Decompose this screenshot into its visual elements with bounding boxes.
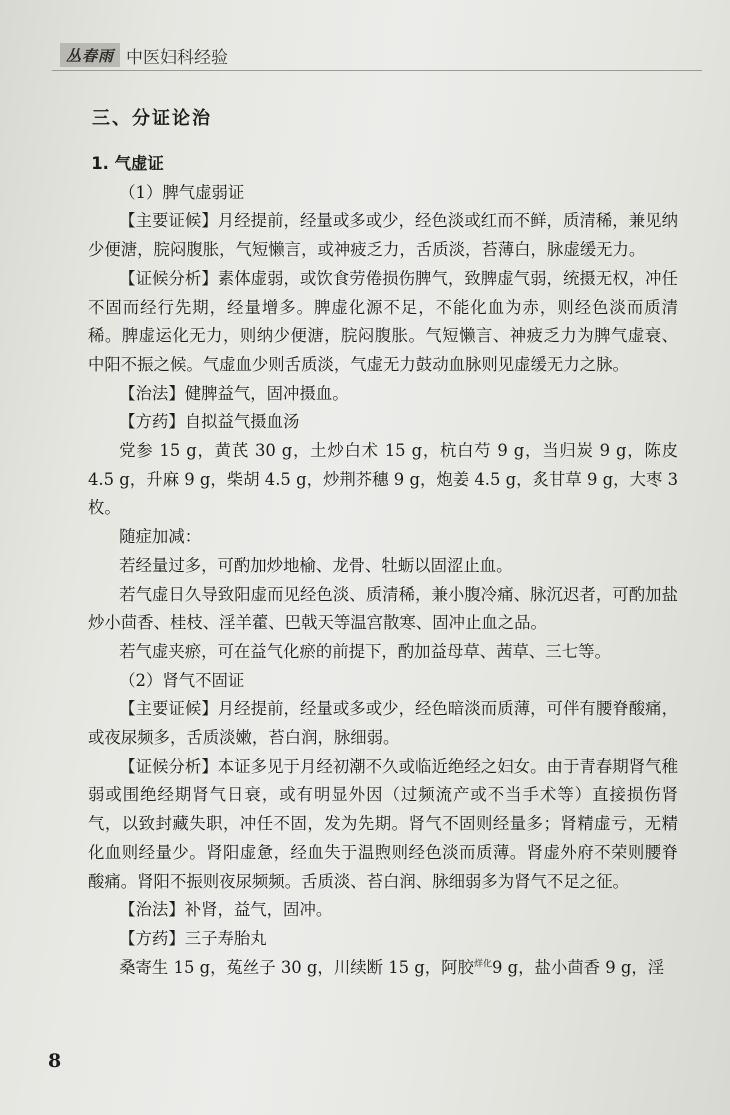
text-treatment: 补肾，益气，固冲。 xyxy=(184,900,333,920)
section-title: 三、分证论治 xyxy=(92,108,212,129)
modification-heading: 随症加减： xyxy=(119,527,202,547)
label-prescription: 【方药】 xyxy=(119,412,185,432)
label-analysis: 【证候分析】 xyxy=(119,756,218,776)
page-number: 8 xyxy=(48,1050,62,1072)
formula-2 xyxy=(88,954,678,983)
text-treatment: 健脾益气，固冲摄血。 xyxy=(184,383,349,403)
syndrome-title-2: （2）肾气不固证 xyxy=(119,670,245,690)
melt-note: 烊化 xyxy=(473,959,492,970)
label-treatment: 【治法】 xyxy=(119,900,185,920)
syndrome-title-1: （1）脾气虚弱证 xyxy=(119,182,245,202)
running-header xyxy=(60,42,228,68)
paragraph-main-symptoms-2 xyxy=(88,695,678,752)
paragraph-analysis-1 xyxy=(88,265,678,380)
author-logo: 丛春雨 xyxy=(60,43,120,67)
modification-3: 若气虚夹瘀，可在益气化瘀的前提下，酌加益母草、茜草、三七等。 xyxy=(119,641,611,661)
paragraph-analysis-2 xyxy=(88,753,678,897)
subsection-heading: 1. 气虚证 xyxy=(91,154,164,173)
paragraph-treatment-2 xyxy=(88,896,678,925)
text-analysis: 本证多见于月经初潮不久或临近绝经之妇女。由于青春期肾气稚弱或围绝经期肾气日衰，或有明显外因（过频流产或不当手术等）直接损伤肾气，以致封藏失职，冲任不固，发为先期。肾气不固则经量多；肾精虚亏，无精化血则经量少。肾阳虚惫，经血失于温煦则经色淡而质薄。肾虚外府不荣则腰脊酸痛。肾阳不振则夜尿频频。舌质淡、苔白润、脉细弱多为肾气不足之征。 xyxy=(88,756,679,891)
label-main-symptoms: 【主要证候】 xyxy=(119,211,218,231)
paragraph-prescription-2 xyxy=(88,925,678,954)
paragraph-prescription-1 xyxy=(88,408,678,437)
formula-2-part-b: 9 g，盐小茴香 9 g，淫 xyxy=(491,957,665,977)
label-main-symptoms: 【主要证候】 xyxy=(119,699,218,719)
text-prescription: 自拟益气摄血汤 xyxy=(184,412,300,432)
text-main-symptoms: 月经提前，经量或多或少，经色淡或红而不鲜，质清稀，兼见纳少便溏，脘闷腹胀，气短懒言，或神疲乏力，舌质淡，苔薄白，脉虚缓无力。 xyxy=(88,211,679,260)
modification-2: 若气虚日久导致阳虚而见经色淡、质清稀，兼小腹冷痛、脉沉迟者，可酌加盐炒小茴香、桂枝、淫羊藿、巴戟天等温宫散寒、固冲止血之品。 xyxy=(88,584,678,633)
formula-2-part-a: 桑寄生 15 g，菟丝子 30 g，川续断 15 g，阿胶 xyxy=(119,957,474,977)
page-body xyxy=(88,150,678,982)
text-analysis: 素体虚弱，或饮食劳倦损伤脾气，致脾虚气弱，统摄无权，冲任不固而经行先期，经量增多。脾虚化源不足，不能化血为赤，则经色淡而质清稀。脾虚运化无力，则纳少便溏，脘闷腹胀。气短懒言、神疲乏力为脾气虚衰、中阳不振之候。气虚血少则舌质淡，气虚无力鼓动血脉则见虚缓无力之脉。 xyxy=(88,268,679,374)
book-title: 中医妇科经验 xyxy=(126,47,229,68)
label-treatment: 【治法】 xyxy=(119,383,185,403)
label-analysis: 【证候分析】 xyxy=(119,268,218,288)
modification-1: 若经量过多，可酌加炒地榆、龙骨、牡蛎以固涩止血。 xyxy=(119,555,513,575)
formula-1: 党参 15 g，黄芪 30 g，土炒白术 15 g，杭白芍 9 g，当归炭 9 g，陈皮 4.5 g，升麻 9 g，柴胡 4.5 g，炒荆芥穗 9 g，炮姜 4.5 g，炙甘草 9 g，大枣 3 枚。 xyxy=(88,441,678,518)
label-prescription: 【方药】 xyxy=(119,928,185,948)
paragraph-main-symptoms-1 xyxy=(88,207,678,264)
header-divider xyxy=(52,70,702,71)
text-main-symptoms: 月经提前，经量或多或少，经色暗淡而质薄，可伴有腰脊酸痛，或夜尿频多，舌质淡嫩，苔白润，脉细弱。 xyxy=(88,699,679,748)
paragraph-treatment-1 xyxy=(88,380,678,409)
text-prescription: 三子寿胎丸 xyxy=(184,928,267,948)
